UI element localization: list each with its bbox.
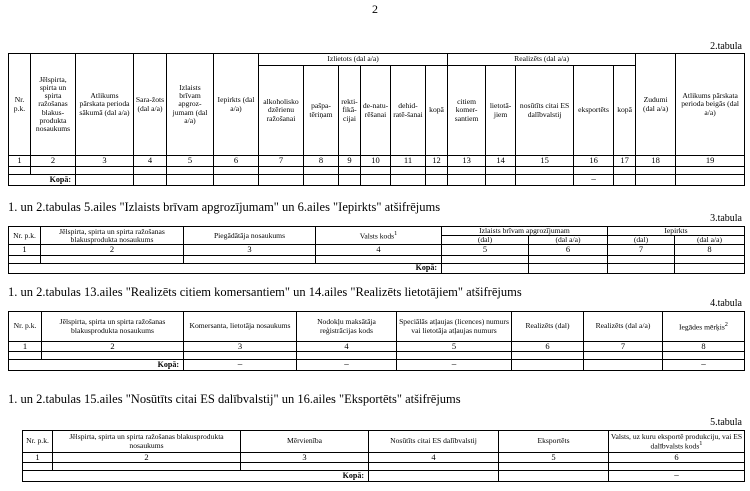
table4 [8, 311, 745, 371]
t4-h-merchant: Komersanta, lietotāja nosaukums [184, 312, 297, 342]
t4-dash-permit: – [397, 360, 512, 371]
t2-n2: 2 [31, 156, 76, 167]
t4-h-sold-aa: Realizēts (dal a/a) [584, 312, 663, 342]
t2-n8: 8 [304, 156, 339, 167]
t2-number-row [9, 156, 745, 167]
t4-h-permit: Speciālās atļaujas (licences) numurs vai lietotāja atļaujas numurs [397, 312, 512, 342]
t3-h-group-released: Izlaists brīvam apgrozījumam [442, 227, 608, 236]
t4-empty-row [9, 352, 745, 360]
t5-n6: 6 [609, 453, 745, 463]
t2-h-used-5: dehid-ratē-šanai [391, 66, 426, 156]
t5-empty-row [23, 463, 745, 471]
t4-h-purpose [663, 312, 745, 342]
t3-h-nr: Nr. p.k. [9, 227, 41, 245]
t2-h-start: Atlikums pārskata perioda sākumā (dal a/a) [76, 54, 134, 156]
table2-label: 2.tabula [710, 41, 742, 52]
t2-n16: 16 [574, 156, 614, 167]
t3-footnote-1: 1 [394, 229, 398, 237]
t2-n19: 19 [676, 156, 745, 167]
table4-label: 4.tabula [710, 298, 742, 309]
t3-n3: 3 [184, 245, 316, 255]
t2-h-released: Izlaists brīvam apgroz-jumam (dal a/a) [167, 54, 214, 156]
table5-heading [8, 392, 461, 407]
t2-n5: 5 [167, 156, 214, 167]
t2-n4: 4 [134, 156, 167, 167]
t4-n1: 1 [9, 342, 42, 352]
table2 [8, 53, 745, 186]
t5-n2: 2 [53, 453, 241, 463]
t2-n17: 17 [614, 156, 636, 167]
t3-n2: 2 [41, 245, 184, 255]
t2-h-used-3: rekti-fikā-cijai [339, 66, 361, 156]
t3-total-label: Kopā: [9, 263, 442, 273]
table5 [22, 430, 745, 482]
t3-number-row [9, 245, 745, 255]
t5-h-exported: Eksportēts [499, 431, 609, 453]
t5-n5: 5 [499, 453, 609, 463]
table5-heading-text: 1. un 2.tabulas 15.ailes "Nosūtīts citai ES dalībvalstij" un 16.ailes "Eksportēts" atšifrējums [8, 392, 461, 406]
t4-n7: 7 [584, 342, 663, 352]
table3 [8, 226, 745, 274]
t4-n6: 6 [512, 342, 584, 352]
t3-n7: 7 [608, 245, 675, 255]
t4-total-row [9, 360, 745, 371]
t2-h-purchased: Iepirkts (dal a/a) [214, 54, 259, 156]
t4-footnote-2: 2 [724, 320, 728, 328]
t2-h-group-sold: Realizēts (dal a/a) [448, 54, 636, 66]
table3-label: 3.tabula [710, 213, 742, 224]
t2-h-sold-2: lietotā-jiem [486, 66, 516, 156]
t3-h-rel-dal-aa: (dal a/a) [529, 236, 608, 245]
t2-n1: 1 [9, 156, 31, 167]
t4-h-name: Jēlspirta, spirta un spirta ražošanas blakusprodukta nosaukums [42, 312, 184, 342]
t2-n13: 13 [448, 156, 486, 167]
t4-dash-merchant: – [184, 360, 297, 371]
t2-h-brewed: Sara-žots (dal a/a) [134, 54, 167, 156]
t2-h-losses: Zudumi (dal a/a) [636, 54, 676, 156]
t3-n5: 5 [442, 245, 529, 255]
t4-number-row [9, 342, 745, 352]
t2-total-label: Kopā: [9, 175, 76, 186]
t5-n3: 3 [241, 453, 369, 463]
t3-h-pur-dal: (dal) [608, 236, 675, 245]
t5-number-row [23, 453, 745, 463]
t5-total-row [23, 471, 745, 482]
t4-n5: 5 [397, 342, 512, 352]
t2-n15: 15 [516, 156, 574, 167]
t5-h-sent: Nosūtīts citai ES dalībvalstij [369, 431, 499, 453]
t2-n10: 10 [361, 156, 391, 167]
t3-h-country-text: Valsts kods [359, 231, 395, 241]
t2-n6: 6 [214, 156, 259, 167]
t3-empty-row [9, 255, 745, 263]
t4-n8: 8 [663, 342, 745, 352]
t3-h-rel-dal: (dal) [442, 236, 529, 245]
t5-h-name: Jēlspirta, spirta un spirta ražošanas blakusprodukta nosaukums [53, 431, 241, 453]
t2-h-used-6: kopā [426, 66, 448, 156]
page-number: 2 [372, 2, 378, 16]
t5-h-country-text: Valsts, uz kuru eksportē produkciju, vai ES dalībvalsts kods [610, 431, 743, 451]
t3-n1: 1 [9, 245, 41, 255]
t4-h-nr: Nr. p.k. [9, 312, 42, 342]
t5-h-unit: Mērvienība [241, 431, 369, 453]
t3-h-pur-dal-aa: (dal a/a) [675, 236, 745, 245]
t3-n6: 6 [529, 245, 608, 255]
t4-n3: 3 [184, 342, 297, 352]
t2-n3: 3 [76, 156, 134, 167]
t2-h-used-2: pašpa-tēriņam [304, 66, 339, 156]
t2-n14: 14 [486, 156, 516, 167]
t2-total-row [9, 175, 745, 186]
table5-label: 5.tabula [710, 417, 742, 428]
t3-h-country [316, 227, 442, 245]
table3-heading [8, 200, 440, 215]
t3-n4: 4 [316, 245, 442, 255]
t4-n4: 4 [297, 342, 397, 352]
t4-n2: 2 [42, 342, 184, 352]
t4-total-label: Kopā: [9, 360, 184, 371]
t3-h-name: Jēlspirta, spirta un spirta ražošanas blakusprodukta nosaukums [41, 227, 184, 245]
t2-h-nr: Nr. p.k. [9, 54, 31, 156]
t2-h-sold-4: eksportēts [574, 66, 614, 156]
t3-n8: 8 [675, 245, 745, 255]
t2-n18: 18 [636, 156, 676, 167]
t5-total-dash: – [609, 471, 745, 482]
t2-n9: 9 [339, 156, 361, 167]
t2-h-sold-5: kopā [614, 66, 636, 156]
t2-empty-row [9, 167, 745, 175]
t4-h-purpose-text: Iegādes mērķis [679, 322, 725, 332]
t4-dash-purpose: – [663, 360, 745, 371]
table4-heading-text: 1. un 2.tabulas 13.ailes "Realizēts citiem komersantiem" un 14.ailes "Realizēts lietotājiem" atšifrējums [8, 285, 522, 299]
t4-dash-taxcode: – [297, 360, 397, 371]
t2-h-end: Atlikums pārskata perioda beigās (dal a/a) [676, 54, 745, 156]
t5-n1: 1 [23, 453, 53, 463]
t5-total-label: Kopā: [23, 471, 369, 482]
t2-h-sold-3: nosūtīts citai ES dalībvalstij [516, 66, 574, 156]
t2-n12: 12 [426, 156, 448, 167]
t2-total-dash: – [574, 175, 614, 186]
table4-heading [8, 285, 522, 300]
table3-heading-text: 1. un 2.tabulas 5.ailes "Izlaists brīvam apgrozījumam" un 6.ailes "Iepirkts" atšifrējums [8, 200, 441, 214]
t2-n11: 11 [391, 156, 426, 167]
t5-h-country [609, 431, 745, 453]
t2-h-used-4: de-natu-rēšanai [361, 66, 391, 156]
t4-h-taxcode: Nodokļu maksātāja reģistrācijas kods [297, 312, 397, 342]
t5-footnote-1: 1 [699, 439, 703, 447]
t2-h-sold-1: citiem komer-santiem [448, 66, 486, 156]
t5-h-nr: Nr. p.k. [23, 431, 53, 453]
t4-h-sold-dal: Realizēts (dal) [512, 312, 584, 342]
t3-h-supplier: Piegādātāja nosaukums [184, 227, 316, 245]
t2-n7: 7 [259, 156, 304, 167]
t2-h-name: Jēlspirta, spirta un spirta ražošanas blakus-produkta nosaukums [31, 54, 76, 156]
t2-h-group-used: Izlietots (dal a/a) [259, 54, 448, 66]
t3-total-row [9, 263, 745, 273]
t3-h-group-purchased: Iepirkts [608, 227, 745, 236]
t5-n4: 4 [369, 453, 499, 463]
t2-h-used-1: alkoholisko dzērienu ražošanai [259, 66, 304, 156]
